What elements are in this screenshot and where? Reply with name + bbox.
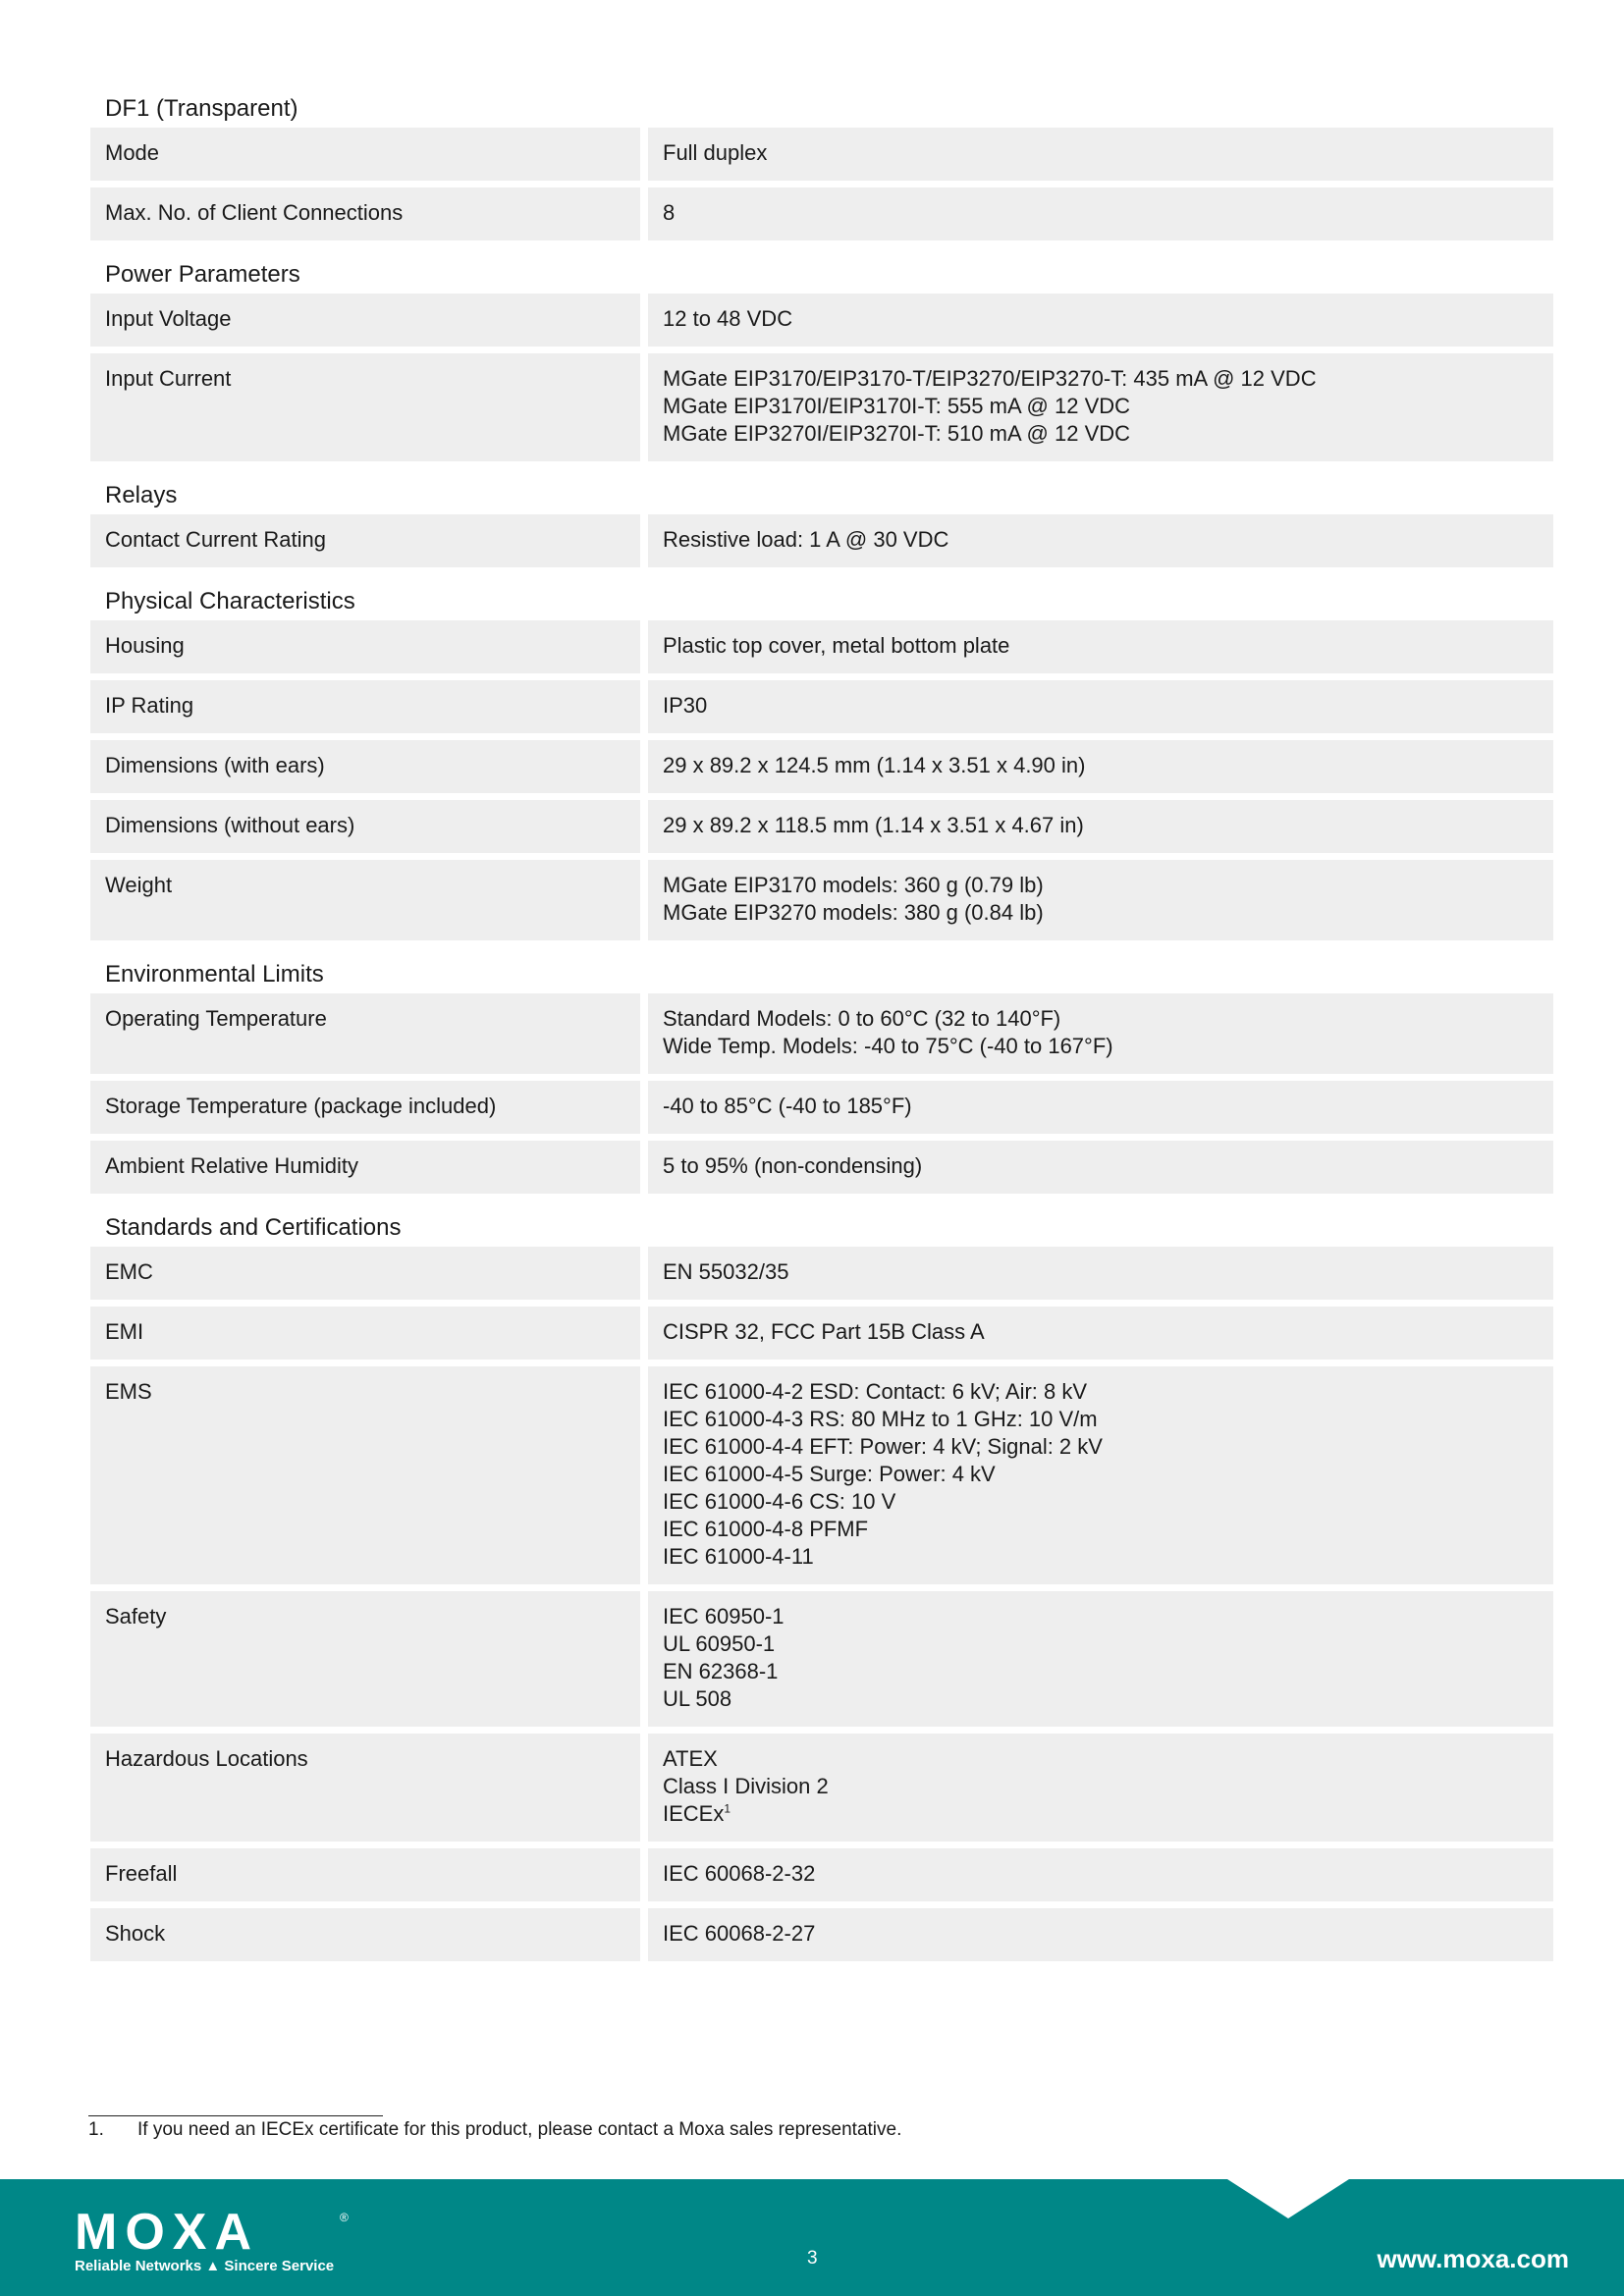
spec-row xyxy=(90,1591,1553,1727)
spec-label: Freefall xyxy=(90,1848,640,1901)
spec-value-line xyxy=(663,899,1540,927)
spec-value-line xyxy=(663,1378,1540,1406)
spec-value-line xyxy=(663,393,1540,420)
spec-row xyxy=(90,514,1553,567)
spec-value xyxy=(648,1307,1553,1360)
spec-value-text: IEC 61000-4-2 ESD: Contact: 6 kV; Air: 8 kV xyxy=(663,1379,1088,1404)
spec-value-text: IEC 61000-4-3 RS: 80 MHz to 1 GHz: 10 V/m xyxy=(663,1407,1098,1431)
spec-value xyxy=(648,1141,1553,1194)
section-title: Power Parameters xyxy=(105,261,300,288)
spec-value xyxy=(648,294,1553,347)
section-title: Physical Characteristics xyxy=(105,588,355,614)
spec-row xyxy=(90,128,1553,181)
spec-row xyxy=(90,1848,1553,1901)
spec-label: Weight xyxy=(90,860,640,940)
spec-value-line xyxy=(663,1630,1540,1658)
spec-value-line xyxy=(663,1745,1540,1773)
spec-value-text: IEC 61000-4-11 xyxy=(663,1544,814,1569)
moxa-logo xyxy=(75,2204,350,2274)
spec-value-line xyxy=(663,632,1540,660)
spec-value-line xyxy=(663,752,1540,779)
spec-label: Contact Current Rating xyxy=(90,514,640,567)
spec-value-text: IP30 xyxy=(663,693,708,718)
spec-label: Housing xyxy=(90,620,640,673)
spec-label: Dimensions (with ears) xyxy=(90,740,640,793)
spec-value xyxy=(648,514,1553,567)
spec-value-text: IEC 60068-2-27 xyxy=(663,1921,816,1946)
spec-row xyxy=(90,680,1553,733)
section-title: DF1 (Transparent) xyxy=(105,95,298,122)
spec-value xyxy=(648,187,1553,240)
spec-value-line xyxy=(663,1773,1540,1800)
spec-value-text: 29 x 89.2 x 124.5 mm (1.14 x 3.51 x 4.90 in) xyxy=(663,753,1086,777)
spec-value-line xyxy=(663,1152,1540,1180)
spec-value-text: CISPR 32, FCC Part 15B Class A xyxy=(663,1319,985,1344)
spec-value-text: MGate EIP3170 models: 360 g (0.79 lb) xyxy=(663,873,1044,897)
website-link[interactable]: www.moxa.com xyxy=(1377,2244,1569,2273)
spec-label: Max. No. of Client Connections xyxy=(90,187,640,240)
spec-value-line xyxy=(663,1093,1540,1120)
spec-value-text: MGate EIP3170I/EIP3170I-T: 555 mA @ 12 VDC xyxy=(663,394,1131,418)
spec-value-text: IEC 61000-4-5 Surge: Power: 4 kV xyxy=(663,1462,996,1486)
spec-value xyxy=(648,680,1553,733)
logo-wordmark: MOXA xyxy=(75,2204,259,2261)
spec-value xyxy=(648,128,1553,181)
spec-value-text: Full duplex xyxy=(663,140,768,165)
spec-value-line xyxy=(663,872,1540,899)
spec-value-line xyxy=(663,1005,1540,1033)
spec-value-text: IEC 61000-4-4 EFT: Power: 4 kV; Signal: 2 kV xyxy=(663,1434,1103,1459)
spec-value-text: 29 x 89.2 x 118.5 mm (1.14 x 3.51 x 4.67 in) xyxy=(663,813,1084,837)
spec-label: Safety xyxy=(90,1591,640,1727)
spec-label: Storage Temperature (package included) xyxy=(90,1081,640,1134)
spec-value-line xyxy=(663,199,1540,227)
spec-value-line xyxy=(663,305,1540,333)
spec-value-line xyxy=(663,1658,1540,1685)
spec-label: Ambient Relative Humidity xyxy=(90,1141,640,1194)
footnote-text: If you need an IECEx certificate for this product, please contact a Moxa sales representative. xyxy=(137,2119,902,2140)
spec-value xyxy=(648,353,1553,461)
spec-row xyxy=(90,1247,1553,1300)
section-title: Relays xyxy=(105,482,178,508)
spec-label: IP Rating xyxy=(90,680,640,733)
footnote-rule xyxy=(88,2115,383,2116)
page-number: 3 xyxy=(807,2248,818,2269)
spec-tables xyxy=(90,94,1553,1968)
spec-value-line xyxy=(663,1516,1540,1543)
spec-value-line xyxy=(663,692,1540,720)
spec-value-line xyxy=(663,1543,1540,1571)
spec-value xyxy=(648,860,1553,940)
spec-label: Operating Temperature xyxy=(90,993,640,1074)
spec-label: Hazardous Locations xyxy=(90,1734,640,1842)
spec-value-text: IEC 61000-4-8 PFMF xyxy=(663,1517,869,1541)
spec-value xyxy=(648,1247,1553,1300)
spec-value xyxy=(648,800,1553,853)
spec-row xyxy=(90,1734,1553,1842)
spec-value-text: Class I Division 2 xyxy=(663,1774,829,1798)
spec-value xyxy=(648,1734,1553,1842)
spec-value-text: 8 xyxy=(663,200,676,225)
spec-value-text: MGate EIP3170/EIP3170-T/EIP3270/EIP3270-T: 435 mA @ 12 VDC xyxy=(663,366,1317,391)
spec-value-line xyxy=(663,1920,1540,1948)
spec-value xyxy=(648,1081,1553,1134)
spec-value-line xyxy=(663,1033,1540,1060)
spec-value-text: MGate EIP3270 models: 380 g (0.84 lb) xyxy=(663,900,1044,925)
spec-value-line xyxy=(663,1685,1540,1713)
spec-value-text: IEC 60068-2-32 xyxy=(663,1861,816,1886)
spec-value xyxy=(648,1366,1553,1584)
spec-value-text: IEC 61000-4-6 CS: 10 V xyxy=(663,1489,896,1514)
spec-row xyxy=(90,993,1553,1074)
spec-value xyxy=(648,620,1553,673)
spec-value-line xyxy=(663,1488,1540,1516)
spec-value-line xyxy=(663,420,1540,448)
spec-label: Dimensions (without ears) xyxy=(90,800,640,853)
spec-value-line xyxy=(663,1406,1540,1433)
spec-value-text: -40 to 85°C (-40 to 185°F) xyxy=(663,1094,912,1118)
spec-value xyxy=(648,1908,1553,1961)
logo-registered-mark: ® xyxy=(340,2211,349,2224)
spec-value-text: IEC 60950-1 xyxy=(663,1604,785,1629)
spec-row xyxy=(90,1141,1553,1194)
spec-value-line xyxy=(663,1258,1540,1286)
logo-tagline: Reliable Networks ▲ Sincere Service xyxy=(75,2258,335,2274)
spec-value-line xyxy=(663,1318,1540,1346)
spec-row xyxy=(90,740,1553,793)
page-footer xyxy=(0,2179,1624,2296)
spec-value-text: ATEX xyxy=(663,1746,718,1771)
spec-value-line xyxy=(663,1603,1540,1630)
spec-value xyxy=(648,740,1553,793)
spec-value-text: Standard Models: 0 to 60°C (32 to 140°F) xyxy=(663,1006,1061,1031)
spec-value-line xyxy=(663,812,1540,839)
spec-label: Mode xyxy=(90,128,640,181)
spec-row xyxy=(90,187,1553,240)
spec-value-text: EN 62368-1 xyxy=(663,1659,779,1683)
spec-row xyxy=(90,1908,1553,1961)
spec-label: EMS xyxy=(90,1366,640,1584)
spec-value-line xyxy=(663,526,1540,554)
spec-value-text: 12 to 48 VDC xyxy=(663,306,793,331)
spec-value-line xyxy=(663,365,1540,393)
spec-value-text: Plastic top cover, metal bottom plate xyxy=(663,633,1010,658)
spec-value-line xyxy=(663,1433,1540,1461)
spec-label: Shock xyxy=(90,1908,640,1961)
spec-row xyxy=(90,800,1553,853)
spec-value xyxy=(648,1591,1553,1727)
spec-value-text: IECEx xyxy=(663,1801,725,1826)
spec-row xyxy=(90,353,1553,461)
spec-value-line xyxy=(663,139,1540,167)
footnote-number: 1. xyxy=(88,2119,104,2140)
spec-row xyxy=(90,294,1553,347)
spec-row xyxy=(90,1366,1553,1584)
spec-value xyxy=(648,993,1553,1074)
spec-value-text: EN 55032/35 xyxy=(663,1259,789,1284)
section-title: Standards and Certifications xyxy=(105,1214,402,1241)
spec-value-text: UL 60950-1 xyxy=(663,1631,776,1656)
spec-value xyxy=(648,1848,1553,1901)
spec-row xyxy=(90,1307,1553,1360)
spec-value-text: Resistive load: 1 A @ 30 VDC xyxy=(663,527,949,552)
spec-label: EMI xyxy=(90,1307,640,1360)
spec-value-line xyxy=(663,1461,1540,1488)
spec-row xyxy=(90,620,1553,673)
spec-label: EMC xyxy=(90,1247,640,1300)
spec-value-text: MGate EIP3270I/EIP3270I-T: 510 mA @ 12 VDC xyxy=(663,421,1131,446)
spec-value-line xyxy=(663,1860,1540,1888)
footer-notch xyxy=(1227,2179,1349,2218)
spec-value-line xyxy=(663,1800,1540,1828)
spec-label: Input Current xyxy=(90,353,640,461)
footnote-reference: 1 xyxy=(724,1801,731,1816)
spec-value-text: UL 508 xyxy=(663,1686,732,1711)
section-title: Environmental Limits xyxy=(105,961,324,988)
spec-label: Input Voltage xyxy=(90,294,640,347)
spec-row xyxy=(90,1081,1553,1134)
spec-value-text: 5 to 95% (non-condensing) xyxy=(663,1153,923,1178)
spec-row xyxy=(90,860,1553,940)
spec-value-text: Wide Temp. Models: -40 to 75°C (-40 to 167°F) xyxy=(663,1034,1113,1058)
